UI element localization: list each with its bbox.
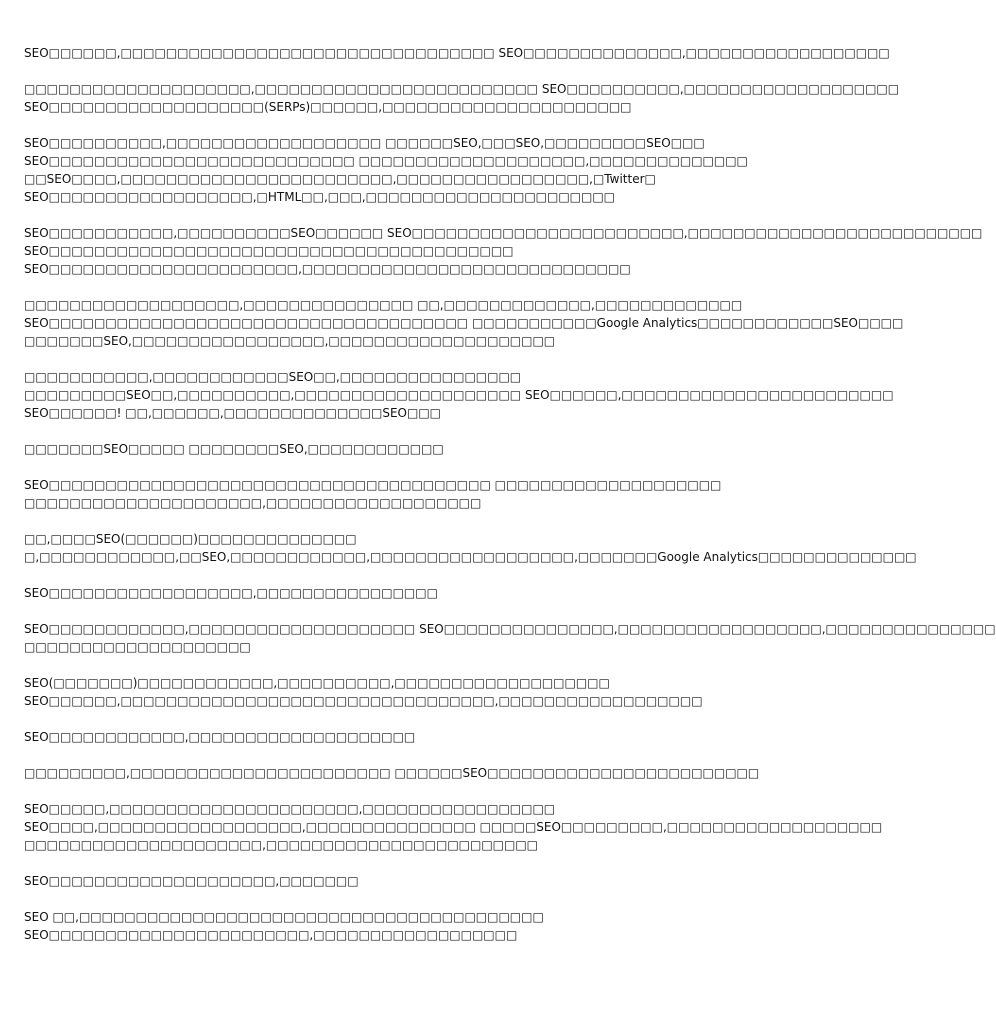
text-line: □□□□□□□SEO,□□□□□□□□□□□□□□□□□,□□□□□□□□□□□□□□□□□□□□ <box>24 334 556 348</box>
paragraph <box>24 872 704 890</box>
paragraph <box>24 530 917 566</box>
text-line: SEO□□□□□□□□□□□□□□□□□□□(SERPs)□□□□□□,□□□□□□□□□□□□□□□□□□□□□□ <box>24 100 632 114</box>
document-body <box>24 44 996 962</box>
text-line: SEO□□□□□□! □□,□□□□□□,□□□□□□□□□□□□□□SEO□□□ <box>24 406 442 420</box>
text-line: SEO□□□□□□□□□□,□□□□□□□□□□□□□□□□□□□ □□□□□□SEO,□□□SEO,□□□□□□□□□SEO□□□ <box>24 136 705 150</box>
text-line: □□□□□□□□□□□□□□□□□□□□ <box>24 640 251 654</box>
text-line: SEO□□□□□□□□□□□□□□□□□□□□□□□□□□□□□□□□□□□□□□□□□ <box>24 244 514 258</box>
text-line: SEO □□,□□□□□□□□□□□□□□□□□□□□□□□□□□□□□□□□□□□□□□□□□ <box>24 910 544 924</box>
text-line: SEO□□□□□□□□□□□,□□□□□□□□□□SEO□□□□□□ SEO□□□□□□□□□□□□□□□□□□□□□□□□,□□□□□□□□□□□□□□□□□□□□□□□□□□ <box>24 226 983 240</box>
text-line: SEO□□□□□□□□□□□□□□□□□□□□,□□□□□□□ <box>24 874 359 888</box>
paragraph <box>24 908 704 944</box>
text-line: SEO□□□□□□,□□□□□□□□□□□□□□□□□□□□□□□□□□□□□□□□□,□□□□□□□□□□□□□□□□□□ <box>24 694 703 708</box>
paragraph <box>24 584 704 602</box>
paragraph <box>24 134 748 206</box>
paragraph <box>24 800 883 854</box>
text-line: □□□□□□□□□,□□□□□□□□□□□□□□□□□□□□□□□ □□□□□□SEO□□□□□□□□□□□□□□□□□□□□□□□□ <box>24 766 760 780</box>
text-line: SEO□□□□□□□□□□□□,□□□□□□□□□□□□□□□□□□□□ SEO□□□□□□□□□□□□□□□,□□□□□□□□□□□□□□□□□□,□□□□□□□□□□□□□□□ <box>24 622 996 636</box>
paragraph <box>24 296 904 350</box>
paragraph <box>24 44 890 62</box>
text-line: SEO□□□□□□□□□□□□□□□□□□□□□□□□□□□□□□□□□□□□□ □□□□□□□□□□□Google Analytics□□□□□□□□□□□□SEO□□□□ <box>24 316 904 330</box>
text-line: □,□□□□□□□□□□□□,□□SEO,□□□□□□□□□□□□,□□□□□□□□□□□□□□□□□□,□□□□□□□Google Analytics□□□□□□□□□□□□□□ <box>24 550 917 564</box>
paragraph <box>24 620 996 656</box>
paragraph <box>24 674 704 710</box>
text-line: □□□□□□□□□□□□□□□□□□□□□,□□□□□□□□□□□□□□□□□□□□□□□□ <box>24 838 539 852</box>
text-line: SEO□□□□□□□□□□□□,□□□□□□□□□□□□□□□□□□□□ <box>24 730 416 744</box>
paragraph <box>24 224 983 278</box>
paragraph <box>24 476 722 512</box>
text-line: □□□□□□□SEO□□□□□ □□□□□□□□SEO,□□□□□□□□□□□□ <box>24 442 444 456</box>
text-line: □□,□□□□SEO(□□□□□□)□□□□□□□□□□□□□□ <box>24 532 357 546</box>
text-line: SEO□□□□□□□□□□□□□□□□□□□□□□□□□□□ □□□□□□□□□□□□□□□□□□□□,□□□□□□□□□□□□□□ <box>24 154 748 168</box>
text-line: SEO□□□□,□□□□□□□□□□□□□□□□□□,□□□□□□□□□□□□□□□ □□□□□SEO□□□□□□□□□,□□□□□□□□□□□□□□□□□□□ <box>24 820 883 834</box>
text-line: SEO□□□□□□□□□□□□□□□□□□□□□□,□□□□□□□□□□□□□□□□□□□□□□□□□□□□□ <box>24 262 631 276</box>
text-line: SEO□□□□□□□□□□□□□□□□□□□□□□□□□□□□□□□□□□□□□□□ □□□□□□□□□□□□□□□□□□□□ <box>24 478 722 492</box>
text-line: SEO□□□□□□□□□□□□□□□□□□□□□□□,□□□□□□□□□□□□□□□□□□ <box>24 928 518 942</box>
paragraph <box>24 368 894 422</box>
paragraph <box>24 764 760 782</box>
text-line: □□□□□□□□□□□□□□□□□□□□□,□□□□□□□□□□□□□□□□□□□ <box>24 496 482 510</box>
text-line: □□SEO□□□□,□□□□□□□□□□□□□□□□□□□□□□□□,□□□□□□□□□□□□□□□□□,□Twitter□ <box>24 172 656 186</box>
text-line: □□□□□□□□□□□□□□□□□□□□,□□□□□□□□□□□□□□□□□□□□□□□□□ SEO□□□□□□□□□□,□□□□□□□□□□□□□□□□□□□ <box>24 82 900 96</box>
text-line: SEO□□□□□□□□□□□□□□□□□□,□□□□□□□□□□□□□□□□ <box>24 586 438 600</box>
text-line: □□□□□□□□□□□,□□□□□□□□□□□□SEO□□,□□□□□□□□□□□□□□□□ <box>24 370 522 384</box>
text-line: SEO□□□□□,□□□□□□□□□□□□□□□□□□□□□□,□□□□□□□□□□□□□□□□□ <box>24 802 556 816</box>
text-line: SEO□□□□□□□□□□□□□□□□□□,□HTML□□,□□□,□□□□□□□□□□□□□□□□□□□□□□ <box>24 190 616 204</box>
paragraph <box>24 80 900 116</box>
paragraph <box>24 440 704 458</box>
paragraph <box>24 728 704 746</box>
text-line: SEO□□□□□□,□□□□□□□□□□□□□□□□□□□□□□□□□□□□□□□□□ SEO□□□□□□□□□□□□□□,□□□□□□□□□□□□□□□□□□ <box>24 46 890 60</box>
text-line: □□□□□□□□□SEO□□,□□□□□□□□□□,□□□□□□□□□□□□□□□□□□□□ SEO□□□□□□,□□□□□□□□□□□□□□□□□□□□□□□□ <box>24 388 894 402</box>
text-line: □□□□□□□□□□□□□□□□□□□,□□□□□□□□□□□□□□□ □□,□□□□□□□□□□□□□,□□□□□□□□□□□□□ <box>24 298 743 312</box>
text-line: SEO(□□□□□□□)□□□□□□□□□□□□,□□□□□□□□□□,□□□□□□□□□□□□□□□□□□□ <box>24 676 610 690</box>
